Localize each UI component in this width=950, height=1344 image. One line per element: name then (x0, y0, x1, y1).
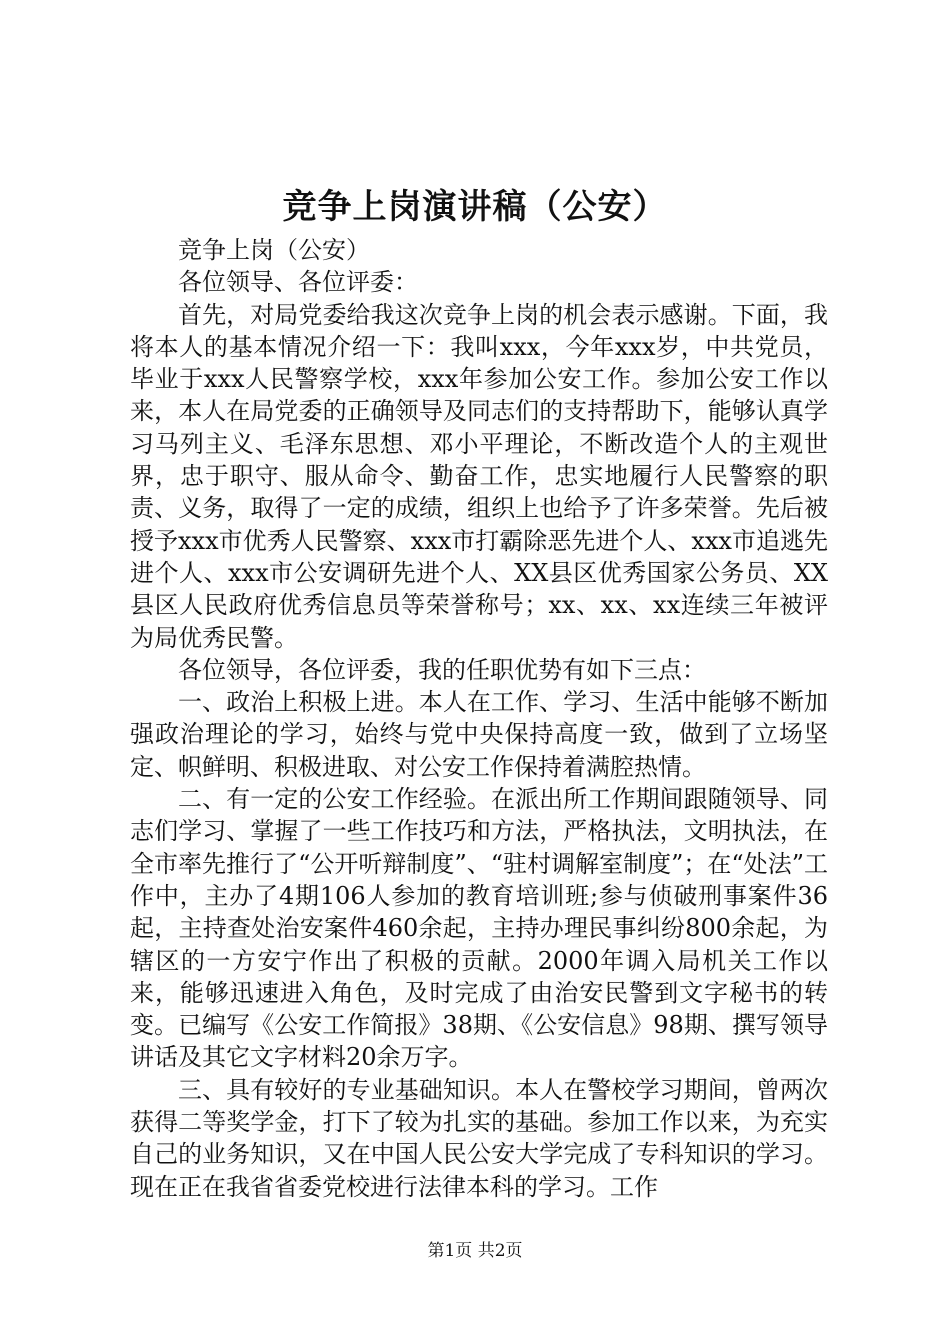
document-body (130, 234, 828, 1203)
paragraph-introduction: 首先，对局党委给我这次竞争上岗的机会表示感谢。下面，我将本人的基本情况介绍一下：我叫xxx，今年xxx岁，中共党员，毕业于xxx人民警察学校，xxx年参加公安工作。参加公安工作以来，本人在局党委的正确领导及同志们的支持帮助下，能够认真学习马列主义、毛泽东思想、邓小平理论，不断改造个人的主观世界，忠于职守、服从命令、勤奋工作，忠实地履行人民警察的职责、义务，取得了一定的成绩，组织上也给予了许多荣誉。先后被授予xxx市优秀人民警察、xxx市打霸除恶先进个人、xxx市追逃先进个人、xxx市公安调研先进个人、XX县区优秀国家公务员、XX县区人民政府优秀信息员等荣誉称号；xx、xx、xx连续三年被评为局优秀民警。 (130, 300, 828, 652)
paragraph-advantages-intro: 各位领导，各位评委，我的任职优势有如下三点： (178, 655, 706, 684)
paragraph-advantage-three: 三、具有较好的专业基础知识。本人在警校学习期间，曾两次获得二等奖学金，打下了较为扎实的基础。参加工作以来，为充实自己的业务知识，又在中国人民公安大学完成了专科知识的学习。现在正在我省省委党校进行法律本科的学习。工作 (130, 1075, 828, 1201)
paragraph-advantage-two: 二、有一定的公安工作经验。在派出所工作期间跟随领导、同志们学习、掌握了一些工作技巧和方法，严格执法，文明执法，在全市率先推行了“公开听辩制度”、“驻村调解室制度”；在“处法”工作中，主办了4期106人参加的教育培训班;参与侦破刑事案件36起，主持查处治安案件460余起，主持办理民事纠纷800余起，为辖区的一方安宁作出了积极的贡献。2000年调入局机关工作以来，能够迅速进入角色，及时完成了由治安民警到文字秘书的转变。已编写《公安工作简报》38期、《公安信息》98期、撰写领导讲话及其它文字材料20余万字。 (130, 785, 828, 1072)
paragraph-heading: 竞争上岗（公安） (178, 236, 370, 264)
page-footer: 第1页 共2页 (427, 1241, 523, 1261)
paragraph-advantage-one: 一、政治上积极上进。本人在工作、学习、生活中能够不断加强政治理论的学习，始终与党中央保持高度一致，做到了立场坚定、帜鲜明、积极进取、对公安工作保持着满腔热情。 (130, 688, 828, 781)
paragraph-salutation: 各位领导、各位评委： (178, 268, 418, 297)
document-title: 竞争上岗演讲稿（公安） (282, 187, 668, 227)
